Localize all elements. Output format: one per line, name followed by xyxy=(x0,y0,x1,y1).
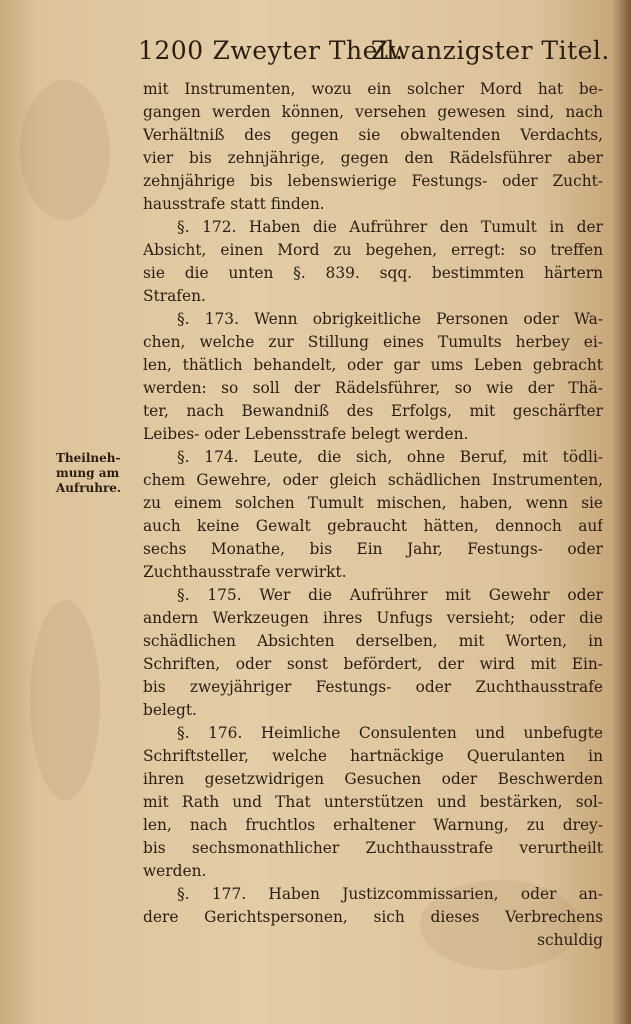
text-line: vier bis zehnjährige, gegen den Rädelsführer aber xyxy=(143,149,603,167)
text-line: werden. xyxy=(143,862,207,880)
text-line: schädlichen Absichten derselben, mit Worten, in xyxy=(143,632,603,650)
text-line: Schriften, oder sonst befördert, der wird mit Ein- xyxy=(143,655,603,673)
text-line: auch keine Gewalt gebraucht hätten, dennoch auf xyxy=(143,517,603,535)
text-line: zehnjährige bis lebenswierige Festungs- oder Zucht- xyxy=(143,172,603,190)
paragraph xyxy=(143,446,603,584)
text-line: §. 177. Haben Justizcommissarien, oder an- xyxy=(177,885,603,903)
text-line: zu einem solchen Tumult mischen, haben, wenn sie xyxy=(143,494,603,512)
margin-note xyxy=(56,451,136,496)
text-line: gangen werden können, versehen gewesen sind, nach xyxy=(143,103,603,121)
paragraph xyxy=(143,78,603,216)
page-number: 1200 xyxy=(138,36,204,65)
paragraph xyxy=(143,722,603,883)
body-text xyxy=(143,78,603,952)
text-line: §. 172. Haben die Aufrührer den Tumult in der xyxy=(177,218,603,236)
paragraph xyxy=(143,883,603,929)
text-line: Verhältniß des gegen sie obwaltenden Verdachts, xyxy=(143,126,603,144)
chapter-title: Zwanzigster Titel. xyxy=(370,36,610,65)
catchword: schuldig xyxy=(537,931,603,949)
text-line: chem Gewehre, oder gleich schädlichen Instrumenten, xyxy=(143,471,603,489)
paper-stain xyxy=(30,600,100,800)
margin-note-line: mung am xyxy=(56,466,120,480)
text-line: ihren gesetzwidrigen Gesuchen oder Beschwerden xyxy=(143,770,603,788)
text-line: andern Werkzeugen ihres Unfugs versieht; oder die xyxy=(143,609,603,627)
text-line: belegt. xyxy=(143,701,197,719)
paragraph xyxy=(143,308,603,446)
text-line: werden: so soll der Rädelsführer, so wie der Thä- xyxy=(143,379,603,397)
part-title: Zweyter Theil. xyxy=(212,36,404,65)
text-line: dere Gerichtspersonen, sich dieses Verbrechens xyxy=(143,908,603,926)
text-line: §. 176. Heimliche Consulenten und unbefugte xyxy=(177,724,603,742)
text-line: Strafen. xyxy=(143,287,206,305)
text-line: §. 173. Wenn obrigkeitliche Personen oder Wa- xyxy=(177,310,603,328)
paragraph xyxy=(143,584,603,722)
paragraph xyxy=(143,216,603,308)
text-line: len, thätlich behandelt, oder gar ums Leben gebracht xyxy=(143,356,603,374)
running-header xyxy=(138,36,608,65)
text-line: mit Rath und That unterstützen und bestärken, sol- xyxy=(143,793,603,811)
text-line: Leibes- oder Lebensstrafe belegt werden. xyxy=(143,425,469,443)
text-line: Schriftsteller, welche hartnäckige Querulanten in xyxy=(143,747,603,765)
text-line: ter, nach Bewandniß des Erfolgs, mit geschärfter xyxy=(143,402,603,420)
text-line: hausstrafe statt finden. xyxy=(143,195,325,213)
text-line: sie die unten §. 839. sqq. bestimmten härtern xyxy=(143,264,603,282)
text-line: bis sechsmonathlicher Zuchthausstrafe verurtheilt xyxy=(143,839,603,857)
text-line: Absicht, einen Mord zu begehen, erregt: so treffen xyxy=(143,241,603,259)
text-line: len, nach fruchtlos erhaltener Warnung, zu drey- xyxy=(143,816,603,834)
text-line: bis zweyjähriger Festungs- oder Zuchthausstrafe xyxy=(143,678,603,696)
text-line: chen, welche zur Stillung eines Tumults herbey ei- xyxy=(143,333,603,351)
text-line: §. 174. Leute, die sich, ohne Beruf, mit tödli- xyxy=(177,448,603,466)
text-line: mit Instrumenten, wozu ein solcher Mord hat be- xyxy=(143,80,603,98)
paper-stain xyxy=(20,80,110,220)
text-line: Zuchthausstrafe verwirkt. xyxy=(143,563,347,581)
margin-note-line: Theilneh- xyxy=(56,451,121,465)
margin-note-line: Aufruhre. xyxy=(56,481,122,495)
text-line: sechs Monathe, bis Ein Jahr, Festungs- oder xyxy=(143,540,603,558)
text-line: §. 175. Wer die Aufrührer mit Gewehr oder xyxy=(177,586,603,604)
